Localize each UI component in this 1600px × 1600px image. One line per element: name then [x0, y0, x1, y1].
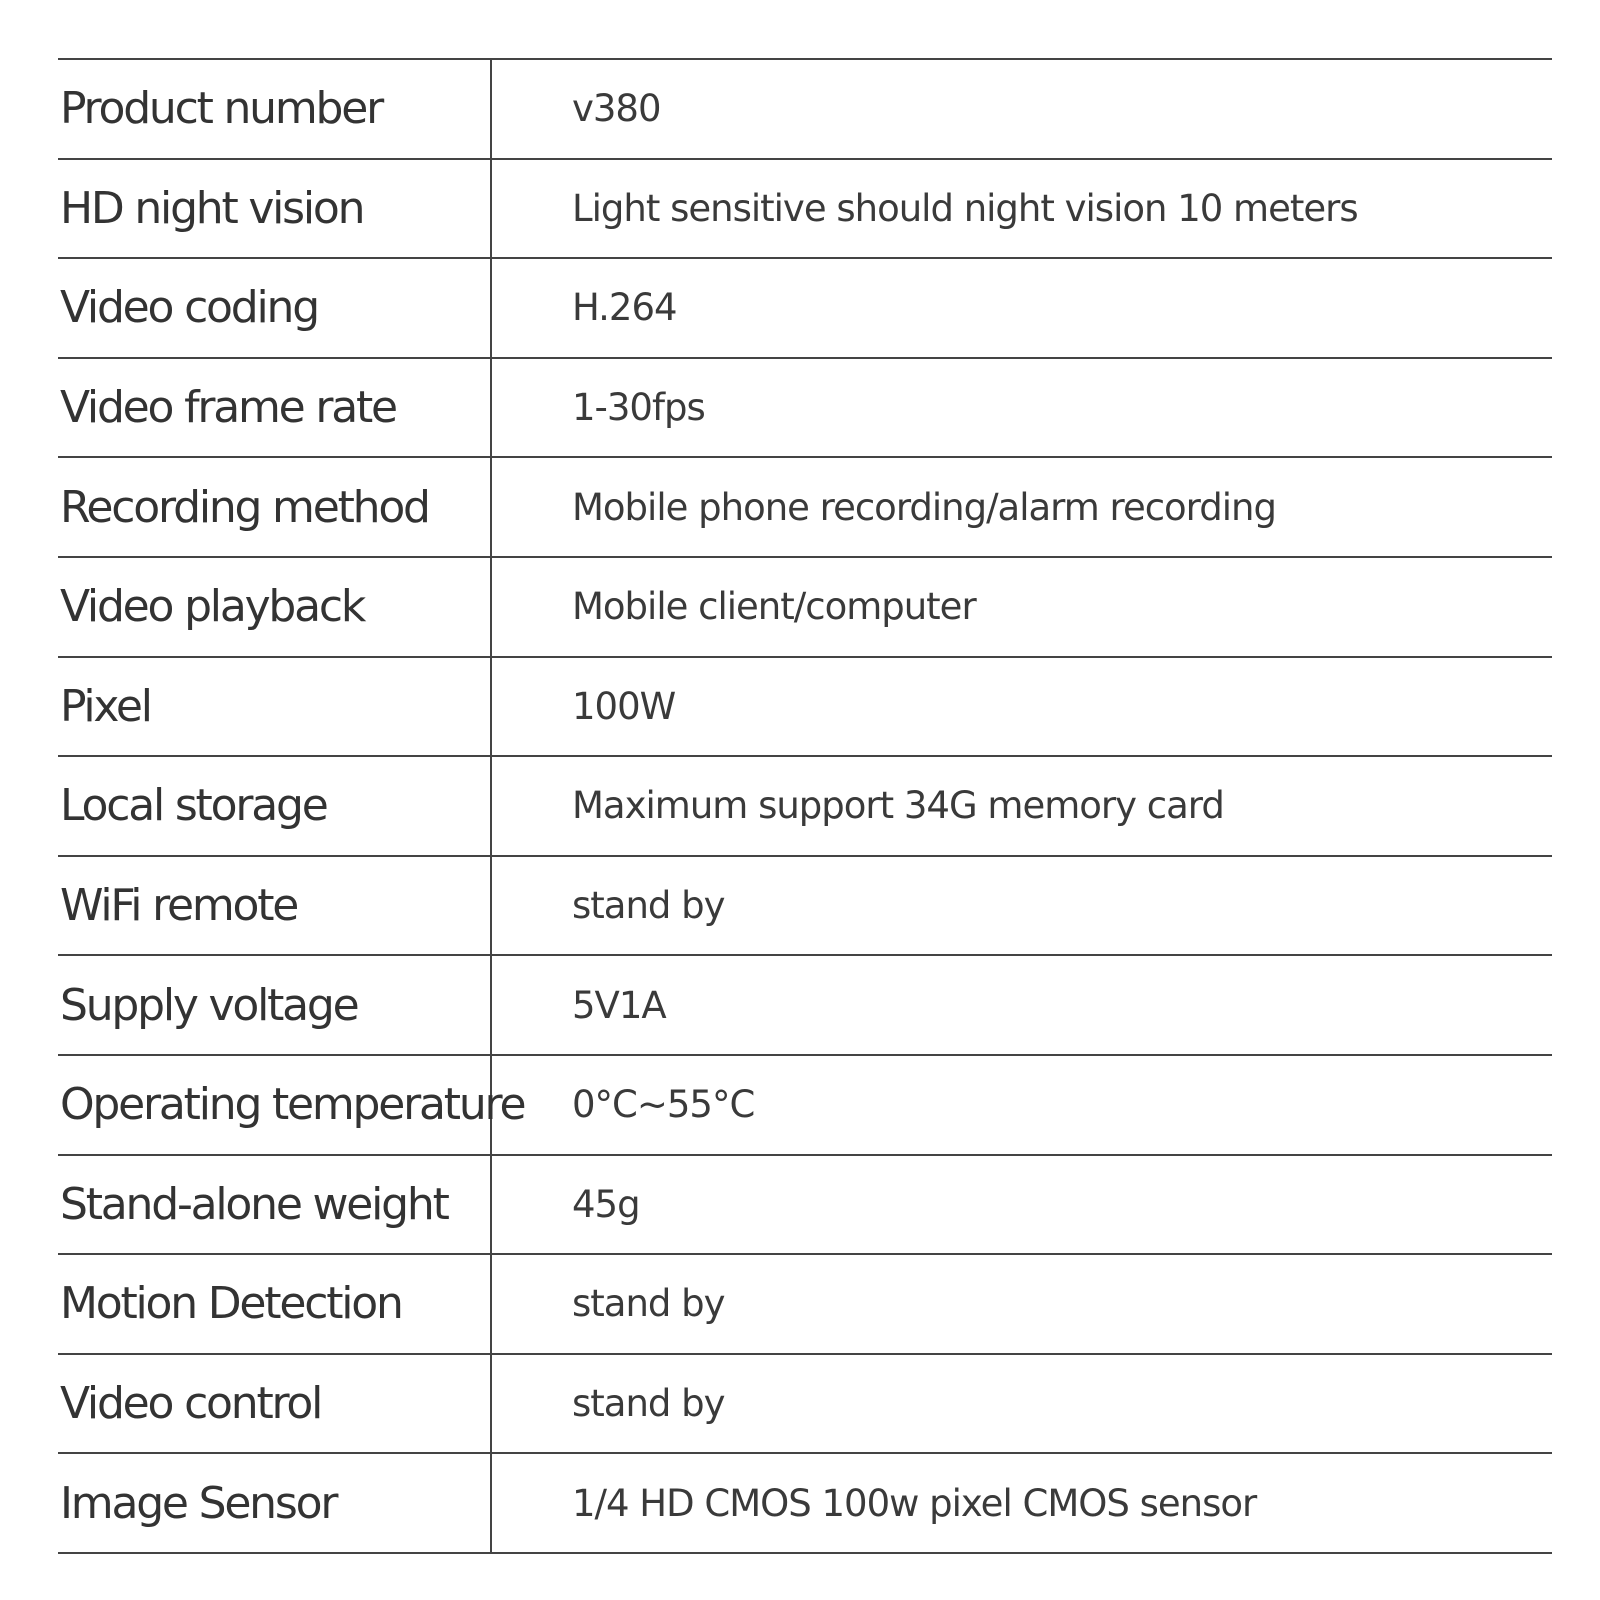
spec-value: 100W [491, 657, 1552, 757]
spec-value: v380 [491, 59, 1552, 159]
spec-value: 1-30fps [491, 358, 1552, 458]
table-row [58, 756, 1552, 856]
table-row [58, 457, 1552, 557]
table-row [58, 557, 1552, 657]
spec-value: Mobile phone recording/alarm recording [491, 457, 1552, 557]
spec-value: 5V1A [491, 955, 1552, 1055]
spec-label: Product number [58, 59, 491, 159]
spec-value: Maximum support 34G memory card [491, 756, 1552, 856]
spec-label: Image Sensor [58, 1453, 491, 1553]
spec-value: 45g [491, 1155, 1552, 1255]
spec-label: Video coding [58, 258, 491, 358]
table-row [58, 856, 1552, 956]
spec-value: Mobile client/computer [491, 557, 1552, 657]
table-row [58, 159, 1552, 259]
spec-value: 0°C~55°C [491, 1055, 1552, 1155]
spec-label: HD night vision [58, 159, 491, 259]
spec-label: Video playback [58, 557, 491, 657]
table-row [58, 1354, 1552, 1454]
spec-value: H.264 [491, 258, 1552, 358]
table-row [58, 1453, 1552, 1553]
table-row [58, 258, 1552, 358]
spec-label: Operating temperature [58, 1055, 491, 1155]
spec-label: WiFi remote [58, 856, 491, 956]
spec-label: Video frame rate [58, 358, 491, 458]
spec-label: Motion Detection [58, 1254, 491, 1354]
table-row [58, 358, 1552, 458]
table-row [58, 657, 1552, 757]
spec-label: Pixel [58, 657, 491, 757]
spec-value: stand by [491, 1354, 1552, 1454]
table-row [58, 1055, 1552, 1155]
spec-value: stand by [491, 856, 1552, 956]
table-row [58, 59, 1552, 159]
spec-table [58, 58, 1552, 1554]
spec-value: Light sensitive should night vision 10 meters [491, 159, 1552, 259]
spec-label: Supply voltage [58, 955, 491, 1055]
table-row [58, 955, 1552, 1055]
spec-label: Local storage [58, 756, 491, 856]
spec-label: Recording method [58, 457, 491, 557]
spec-value: 1/4 HD CMOS 100w pixel CMOS sensor [491, 1453, 1552, 1553]
table-row [58, 1254, 1552, 1354]
spec-label: Stand-alone weight [58, 1155, 491, 1255]
spec-value: stand by [491, 1254, 1552, 1354]
spec-label: Video control [58, 1354, 491, 1454]
table-row [58, 1155, 1552, 1255]
